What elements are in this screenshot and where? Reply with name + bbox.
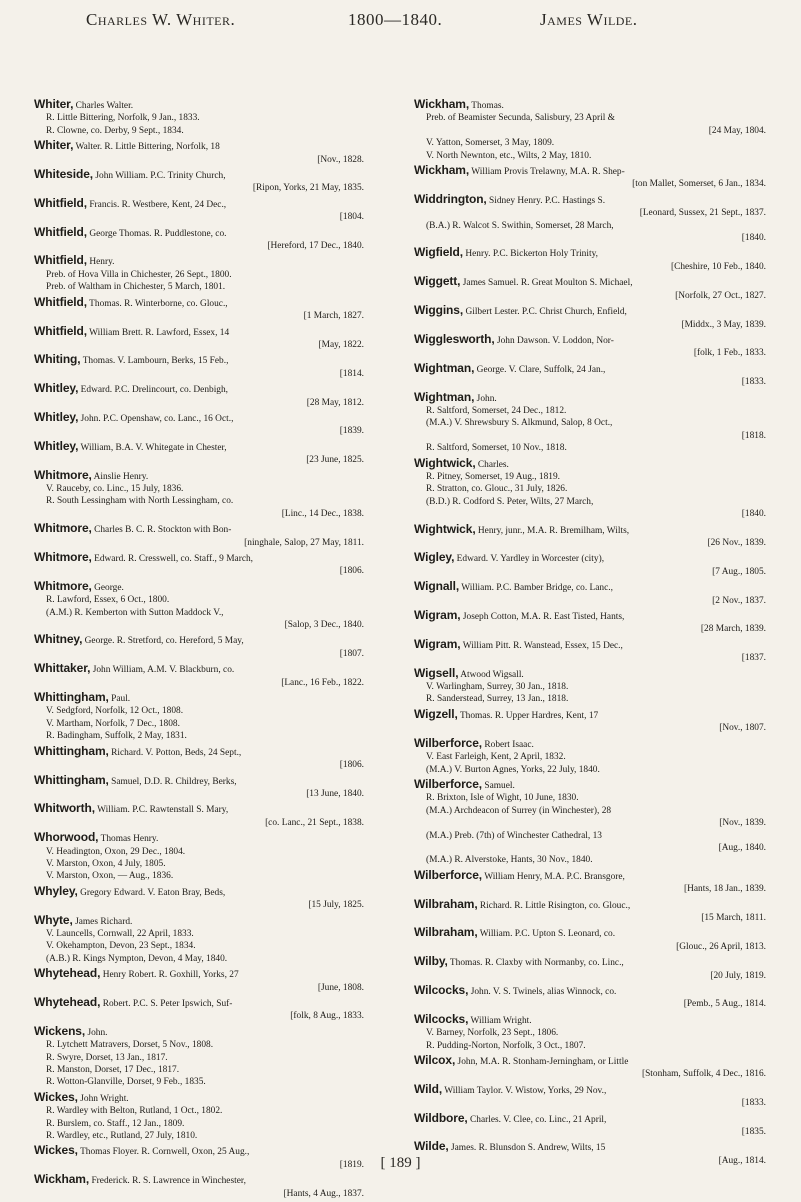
entry-heading-line: Whiter, Walter. R. Little Bittering, Norfolk, 18 (34, 139, 220, 153)
headword-surname: Whitmore, (34, 579, 92, 593)
headword-surname: Wilberforce, (414, 777, 483, 791)
headword-surname: Wickham, (414, 98, 470, 111)
headword-surname: Wigzell, (414, 707, 458, 721)
entry-heading-line: Wigram, Joseph Cotton, M.A. R. East Tisted, Hants, (414, 609, 625, 623)
entry (414, 984, 766, 1011)
entry (34, 168, 364, 195)
entry-line: [1819. (339, 1159, 364, 1170)
headword-surname: Wild, (414, 1082, 443, 1096)
entry-line: (A.B.) R. Kings Nympton, Devon, 4 May, 1840. (46, 953, 228, 964)
headword-surname: Whitworth, (34, 802, 95, 816)
entry-line: [Hants, 18 Jan., 1839. (683, 884, 766, 895)
headword-surname: Whiter, (34, 139, 74, 153)
entry (34, 98, 364, 137)
entry-line: [1818. (741, 430, 766, 441)
entry (34, 440, 364, 467)
entry-line: [Norfolk, 27 Oct., 1827. (675, 290, 766, 301)
entry (414, 333, 766, 360)
entry-line: [1840. (741, 233, 766, 244)
entry-line: [15 July, 1825. (308, 900, 364, 911)
headword-surname: Whitfield, (34, 254, 87, 268)
entry-line: [Aug., 1814. (718, 1155, 766, 1166)
entry-line: R. Clowne, co. Derby, 9 Sept., 1834. (46, 125, 184, 136)
entry-line: R. Pitney, Somerset, 19 Aug., 1819. (426, 471, 561, 482)
entry-line: [Hereford, 17 Dec., 1840. (267, 241, 364, 252)
entry-line: [co. Lanc., 21 Sept., 1838. (265, 817, 364, 828)
entry-heading-line: Whiteside, John William. P.C. Trinity Church, (34, 168, 226, 182)
entry (34, 1173, 364, 1200)
entry-line: [Stonham, Suffolk, 4 Dec., 1816. (641, 1069, 766, 1080)
headword-surname: Wickes, (34, 1090, 78, 1104)
entry (414, 457, 766, 521)
entry-heading-line: Wignall, William. P.C. Bamber Bridge, co. Lanc., (414, 580, 613, 594)
headword-surname: Whittaker, (34, 662, 91, 676)
entry-heading-line: Wickens, John. (34, 1024, 108, 1038)
headword-surname: Wigsell, (414, 666, 459, 680)
entry (34, 967, 364, 994)
entry-line: [Glouc., 26 April, 1813. (676, 941, 766, 952)
entry (414, 98, 766, 162)
entry-heading-line: Whiting, Thomas. V. Lambourn, Berks, 15 Feb., (34, 353, 229, 367)
headword-surname: Wilberforce, (414, 736, 483, 750)
page-number: [ 189 ] (380, 1155, 421, 1171)
entry-line: [Hants, 4 Aug., 1837. (283, 1188, 364, 1199)
headword-surname: Wickham, (414, 164, 470, 178)
entry-line: R. Wotton-Glanville, Dorset, 9 Feb., 1835. (46, 1077, 206, 1088)
entry (414, 869, 766, 896)
entry (414, 708, 766, 735)
entry-heading-line: Whorwood, Thomas Henry. (34, 831, 159, 845)
entry-line: R. Wardley, etc., Rutland, 27 July, 1810. (46, 1131, 198, 1142)
entry-line: [1 March, 1827. (303, 311, 364, 322)
headword-surname: Wilcocks, (414, 984, 469, 997)
entry (34, 325, 364, 352)
entry-heading-line: Whitfield, Henry. (34, 254, 115, 268)
entry-line: V. Barney, Norfolk, 23 Sept., 1806. (426, 1028, 559, 1039)
entry-line: [24 May, 1804. (708, 125, 766, 136)
entry-heading-line: Wilby, Thomas. R. Claxby with Normanby, co. Linc., (414, 955, 624, 969)
headword-surname: Whitfield, (34, 324, 87, 338)
headword-surname: Wigram, (414, 637, 461, 651)
entry-heading-line: Whitfield, Francis. R. Westbere, Kent, 24 Dec., (34, 196, 227, 210)
entry-line: [Cheshire, 10 Feb., 1840. (670, 261, 766, 272)
entry-line: Preb. of Hova Villa in Chichester, 26 Sept., 1800. (46, 269, 232, 280)
entry (414, 580, 766, 607)
headword-surname: Whyley, (34, 884, 78, 898)
entry-line: [1840. (741, 509, 766, 520)
entry-line: V. Okehampton, Devon, 23 Sept., 1834. (46, 941, 196, 952)
entry (34, 139, 364, 166)
entry-line: [28 May, 1812. (306, 397, 364, 408)
entry (34, 411, 364, 438)
entry-heading-line: Whitley, John. P.C. Openshaw, co. Lanc., 16 Oct., (34, 410, 234, 424)
entry-line: [20 July, 1819. (710, 970, 766, 981)
headword-surname: Whittingham, (34, 773, 109, 787)
entry-heading-line: Wiggins, Gilbert Lester. P.C. Christ Church, Enfield, (414, 304, 627, 318)
entry-heading-line: Wightman, John. (414, 390, 497, 404)
headword-surname: Wightwick, (414, 522, 476, 536)
entry-line: R. Swyre, Dorset, 13 Jan., 1817. (46, 1052, 168, 1063)
entry (34, 996, 364, 1023)
entry-heading-line: Wild, William Taylor. V. Wistow, Yorks, 29 Nov., (414, 1082, 607, 1096)
entry-line: [15 March, 1811. (701, 912, 766, 923)
headword-surname: Whyte, (34, 913, 73, 927)
entry-line: R. Burslem, co. Staff., 12 Jan., 1809. (46, 1118, 185, 1129)
headword-surname: Whitley, (34, 410, 79, 424)
entry-heading-line: Wickham, William Provis Trelawny, M.A. R. Shep- (414, 164, 625, 178)
entry-line: R. Brixton, Isle of Wight, 10 June, 1830. (426, 793, 579, 804)
entry (414, 667, 766, 706)
headword-surname: Wignall, (414, 580, 460, 594)
entry-heading-line: Wightwick, Henry, junr., M.A. R. Bremilham, Wilts, (414, 522, 630, 536)
entry-heading-line: Wickes, John Wright. (34, 1090, 129, 1104)
entry-line: [2 Nov., 1837. (712, 595, 766, 606)
entry-line: V. North Newnton, etc., Wilts, 2 May, 1810. (426, 150, 592, 161)
entry-line: [1807. (339, 648, 364, 659)
entry (34, 382, 364, 409)
entry-line: V. Headington, Oxon, 29 Dec., 1804. (46, 846, 186, 857)
headword-surname: Wiggett, (414, 275, 461, 289)
entry (34, 831, 364, 883)
entry-line: R. Lytchett Matravers, Dorset, 5 Nov., 1808. (46, 1040, 214, 1051)
entry-line: [Nov., 1828. (317, 154, 364, 165)
entry-line: V. Launcells, Cornwall, 22 April, 1833. (46, 928, 194, 939)
entry-heading-line: Wigsell, Atwood Wigsall. (414, 666, 524, 680)
entry (34, 226, 364, 253)
headword-surname: Whitmore, (34, 468, 92, 482)
entry-line: [Linc., 14 Dec., 1838. (281, 508, 364, 519)
entry-heading-line: Wilbraham, William. P.C. Upton S. Leonard, co. (414, 926, 616, 940)
entry-heading-line: Whytehead, Robert. P.C. S. Peter Ipswich, Suf- (34, 996, 233, 1009)
entry-heading-line: Wilcocks, John. V. S. Twinels, alias Winnock, co. (414, 984, 617, 997)
entry-line: R. South Lessingham with North Lessingham, co. (46, 496, 234, 507)
entry (414, 638, 766, 665)
entry (414, 164, 766, 191)
entry-heading-line: Whitfield, Thomas. R. Winterborne, co. Glouc., (34, 295, 228, 309)
entry (414, 955, 766, 982)
entry-heading-line: Whittingham, Samuel, D.D. R. Childrey, Berks, (34, 773, 237, 787)
headword-surname: Widdrington, (414, 192, 487, 206)
entry-heading-line: Wilberforce, Robert Isaac. (414, 736, 534, 750)
entry (34, 254, 364, 293)
entry-heading-line: Wilberforce, William Henry, M.A. P.C. Bransgore, (414, 868, 625, 882)
entry (414, 304, 766, 331)
entry (414, 523, 766, 550)
entry-line: R. Manston, Dorset, 17 Dec., 1817. (46, 1065, 180, 1076)
entry-line: [folk, 1 Feb., 1833. (693, 348, 766, 359)
entry-heading-line: Wightwick, Charles. (414, 456, 509, 470)
entry-line: (M.A.) V. Burton Agnes, Yorks, 22 July, 1840. (426, 764, 600, 775)
entry-line: (B.A.) R. Walcot S. Swithin, Somerset, 28 March, (426, 220, 614, 231)
headword-surname: Wickes, (34, 1144, 78, 1158)
entry-heading-line: Wigram, William Pitt. R. Wanstead, Essex, 15 Dec., (414, 637, 623, 651)
headword-surname: Wigley, (414, 551, 455, 565)
headword-surname: Whitley, (34, 439, 79, 453)
headword-surname: Whytehead, (34, 996, 101, 1009)
entry-line: [1804. (339, 212, 364, 223)
headword-surname: Whitley, (34, 382, 79, 396)
entry-line: R. Little Bittering, Norfolk, 9 Jan., 1833. (46, 113, 200, 124)
entry-line: [28 March, 1839. (700, 624, 766, 635)
entry-heading-line: Whitley, Edward. P.C. Drelincourt, co. Denbigh, (34, 382, 229, 396)
entry-line: V. Martham, Norfolk, 7 Dec., 1808. (46, 718, 180, 729)
entry-heading-line: Whitfield, William Brett. R. Lawford, Essex, 14 (34, 324, 230, 338)
headword-surname: Wightwick, (414, 456, 476, 470)
entry (414, 737, 766, 776)
headword-surname: Whytehead, (34, 967, 101, 981)
headword-surname: Wickens, (34, 1024, 86, 1038)
entry (34, 469, 364, 521)
entry-heading-line: Wightman, George. V. Clare, Suffolk, 24 Jan., (414, 361, 606, 375)
entry (34, 774, 364, 801)
entry (414, 778, 766, 867)
entry (34, 1091, 364, 1143)
entry-heading-line: Wickes, Thomas Floyer. R. Cornwell, Oxon, 25 Aug., (34, 1144, 250, 1158)
entry-heading-line: Wilberforce, Samuel. (414, 777, 515, 791)
headword-surname: Whitfield, (34, 295, 87, 309)
entry-line: (M.A.) Archdeacon of Surrey (in Winchester), 28 (426, 805, 612, 816)
entry-heading-line: Whitmore, Charles B. C. R. Stockton with Bon- (34, 522, 232, 536)
entry (414, 898, 766, 925)
headword-surname: Whitfield, (34, 196, 87, 210)
entry-heading-line: Wigzell, Thomas. R. Upper Hardres, Kent, 17 (414, 707, 599, 721)
entry-line: (M.A.) Preb. (7th) of Winchester Cathedral, 13 (426, 830, 602, 841)
entry-line: [7 Aug., 1805. (712, 566, 766, 577)
headword-surname: Wilbraham, (414, 926, 478, 940)
entry-line: [May, 1822. (318, 339, 364, 350)
entry-heading-line: Whitmore, Edward. R. Cresswell, co. Staff., 9 March, (34, 551, 254, 564)
entry-heading-line: Whittaker, John William, A.M. V. Blackburn, co. (34, 662, 235, 676)
entry (34, 691, 364, 743)
entry-line: [13 June, 1840. (306, 788, 364, 799)
header-date-range: 1800—1840. (348, 10, 443, 29)
headword-surname: Whittingham, (34, 691, 109, 705)
entry (414, 246, 766, 273)
entry-line: [Salop, 3 Dec., 1840. (284, 620, 364, 631)
entry (34, 197, 364, 224)
entry (34, 353, 364, 380)
entry-line: Preb. of Beamister Secunda, Salisbury, 23 April & (426, 113, 615, 124)
left-column (34, 98, 364, 1202)
entry (414, 1112, 766, 1139)
entry (34, 633, 364, 660)
entry-heading-line: Wickham, Frederick. R. S. Lawrence in Winchester, (34, 1173, 246, 1187)
entry (414, 926, 766, 953)
entry-line: [1837. (741, 653, 766, 664)
entry-heading-line: Wilbraham, Richard. R. Little Risington, co. Glouc., (414, 897, 631, 911)
headword-surname: Whiting, (34, 353, 81, 367)
entry (414, 1013, 766, 1052)
entry-heading-line: Whittingham, Paul. (34, 691, 131, 705)
entry (34, 296, 364, 323)
headword-surname: Wilcox, (414, 1054, 456, 1068)
entry-line: [ton Mallet, Somerset, 6 Jan., 1834. (632, 179, 766, 190)
entry-line: [1806. (339, 566, 364, 577)
entry (414, 609, 766, 636)
entry-line: [Nov., 1839. (719, 818, 766, 829)
entry-heading-line: Whitmore, George. (34, 579, 124, 593)
entry-line: [ninghale, Salop, 27 May, 1811. (244, 537, 364, 548)
entry (34, 802, 364, 829)
entry (414, 551, 766, 578)
entry-line: [1814. (339, 368, 364, 379)
headword-surname: Wilde, (414, 1140, 449, 1154)
entry-heading-line: Whitfield, George Thomas. R. Puddlestone, co. (34, 225, 227, 239)
headword-surname: Wigfield, (414, 246, 463, 260)
headword-surname: Whitfield, (34, 225, 87, 239)
entry (414, 275, 766, 302)
headword-surname: Whiteside, (34, 168, 94, 182)
entry-line: V. Rauceby, co. Linc., 15 July, 1836. (46, 483, 184, 494)
entry-heading-line: Whittingham, Richard. V. Potton, Beds, 24 Sept., (34, 744, 242, 758)
headword-surname: Wightman, (414, 361, 475, 375)
entry-heading-line: Whytehead, Henry Robert. R. Goxhill, Yorks, 27 (34, 967, 239, 981)
entry-line: V. Warlingham, Surrey, 30 Jan., 1818. (426, 682, 569, 693)
entry-heading-line: Whitley, William, B.A. V. Whitegate in Chester, (34, 439, 227, 453)
entry-heading-line: Whiter, Charles Walter. (34, 98, 134, 111)
entry (414, 1083, 766, 1110)
headword-surname: Wilby, (414, 955, 448, 969)
entry-line: R. Lawford, Essex, 6 Oct., 1800. (46, 595, 170, 606)
entry-line: V. East Farleigh, Kent, 2 April, 1832. (426, 752, 566, 763)
entry-line: R. Stratton, co. Glouc., 31 July, 1826. (426, 484, 568, 495)
entry-line: (M.A.) R. Alverstoke, Hants, 30 Nov., 1840. (426, 855, 593, 866)
entry-line: [23 June, 1825. (306, 455, 364, 466)
entry (34, 580, 364, 632)
entry-heading-line: Wilcox, John, M.A. R. Stonham-Jerningham, or Little (414, 1054, 629, 1068)
entry (414, 1054, 766, 1081)
entry-line: [Middx., 3 May, 1839. (681, 319, 766, 330)
headword-surname: Wigglesworth, (414, 332, 495, 346)
entry (34, 522, 364, 549)
entry-line: (M.A.) V. Shrewsbury S. Alkmund, Salop, 8 Oct., (426, 418, 613, 429)
headword-surname: Wilbraham, (414, 897, 478, 911)
entry-line: R. Badingham, Suffolk, 2 May, 1831. (46, 731, 187, 742)
entry-line: [1806. (339, 760, 364, 771)
entry-heading-line: Wigglesworth, John Dawson. V. Loddon, Nor- (414, 332, 614, 346)
headword-surname: Wiggins, (414, 304, 464, 318)
headword-surname: Wightman, (414, 390, 475, 404)
headword-surname: Wigram, (414, 609, 461, 623)
entry-line: [1833. (741, 377, 766, 388)
entry-line: [1839. (339, 426, 364, 437)
entry-line: Preb. of Waltham in Chichester, 5 March, 1801. (46, 282, 226, 293)
entry-line: [folk, 8 Aug., 1833. (290, 1011, 364, 1022)
entry-heading-line: Wildbore, Charles. V. Clee, co. Linc., 21 April, (414, 1111, 607, 1125)
entry-heading-line: Whyte, James Richard. (34, 913, 133, 927)
header-left: Charles W. Whiter. (86, 10, 236, 29)
entry-line: [Nov., 1807. (719, 723, 766, 734)
entry (34, 551, 364, 578)
running-header (0, 10, 801, 36)
entry-line: [Ripon, Yorks, 21 May, 1835. (252, 183, 364, 194)
entry-line: R. Saltford, Somerset, 10 Nov., 1818. (426, 443, 567, 454)
headword-surname: Wickham, (34, 1173, 90, 1187)
headword-surname: Whitmore, (34, 551, 92, 564)
entry-heading-line: Wigfield, Henry. P.C. Bickerton Holy Trinity, (414, 246, 598, 260)
headword-surname: Wilcocks, (414, 1012, 469, 1026)
headword-surname: Whitmore, (34, 522, 92, 536)
entry (34, 914, 364, 966)
entry-line: V. Marston, Oxon, 4 July, 1805. (46, 858, 166, 869)
entry-heading-line: Wigley, Edward. V. Yardley in Worcester (city), (414, 551, 605, 565)
entry-line: (A.M.) R. Kemberton with Sutton Maddock V., (46, 607, 224, 618)
entry-line: [26 Nov., 1839. (707, 538, 766, 548)
entry-line: [Leonard, Sussex, 21 Sept., 1837. (639, 208, 766, 219)
entry-line: V. Sedgford, Norfolk, 12 Oct., 1808. (46, 706, 184, 717)
headword-surname: Wildbore, (414, 1111, 468, 1125)
entry-heading-line: Wilcocks, William Wright. (414, 1012, 532, 1026)
entry (414, 391, 766, 455)
entry-line: V. Marston, Oxon, — Aug., 1836. (46, 871, 174, 882)
entry-line: [Pemb., 5 Aug., 1814. (683, 999, 766, 1010)
entry-line: R. Wardley with Belton, Rutland, 1 Oct., 1802. (46, 1106, 223, 1117)
entry-line: [1835. (741, 1127, 766, 1138)
entry-line: V. Yatton, Somerset, 3 May, 1809. (426, 138, 555, 149)
headword-surname: Whittingham, (34, 744, 109, 758)
entry-line: (B.D.) R. Codford S. Peter, Wilts, 27 March, (426, 496, 594, 507)
entry (414, 193, 766, 245)
entry-line: R. Sanderstead, Surrey, 13 Jan., 1818. (426, 694, 569, 705)
headword-surname: Whitney, (34, 633, 83, 647)
entry (34, 885, 364, 912)
entry-line: [June, 1808. (317, 982, 364, 993)
header-right: James Wilde. (540, 10, 638, 29)
entry-line: R. Saltford, Somerset, 24 Dec., 1812. (426, 405, 567, 416)
headword-surname: Wilberforce, (414, 868, 483, 882)
right-column (414, 98, 766, 1169)
entry-heading-line: Widdrington, Sidney Henry. P.C. Hastings S. (414, 192, 606, 206)
entry-line: [Lanc., 16 Feb., 1822. (281, 677, 364, 688)
entry (34, 745, 364, 772)
entry (34, 1025, 364, 1089)
entry-heading-line: Wickham, Thomas. (414, 98, 504, 111)
entry-heading-line: Wiggett, James Samuel. R. Great Moulton S. Michael, (414, 275, 633, 289)
entry-line: [1833. (741, 1098, 766, 1109)
entry-line: [Aug., 1840. (718, 842, 766, 853)
headword-surname: Whiter, (34, 98, 74, 111)
headword-surname: Whorwood, (34, 831, 99, 845)
entry-line: R. Pudding-Norton, Norfolk, 3 Oct., 1807. (426, 1040, 586, 1051)
entry-heading-line: Whyley, Gregory Edward. V. Eaton Bray, Beds, (34, 884, 226, 898)
entry (34, 662, 364, 689)
entry-heading-line: Whitworth, William. P.C. Rawtenstall S. Mary, (34, 802, 229, 816)
entry-heading-line: Wilde, James. R. Blunsdon S. Andrew, Wilts, 15 (414, 1140, 606, 1154)
entry-heading-line: Whitmore, Ainslie Henry. (34, 468, 149, 482)
entry-heading-line: Whitney, George. R. Stretford, co. Hereford, 5 May, (34, 633, 244, 647)
entry (414, 362, 766, 389)
